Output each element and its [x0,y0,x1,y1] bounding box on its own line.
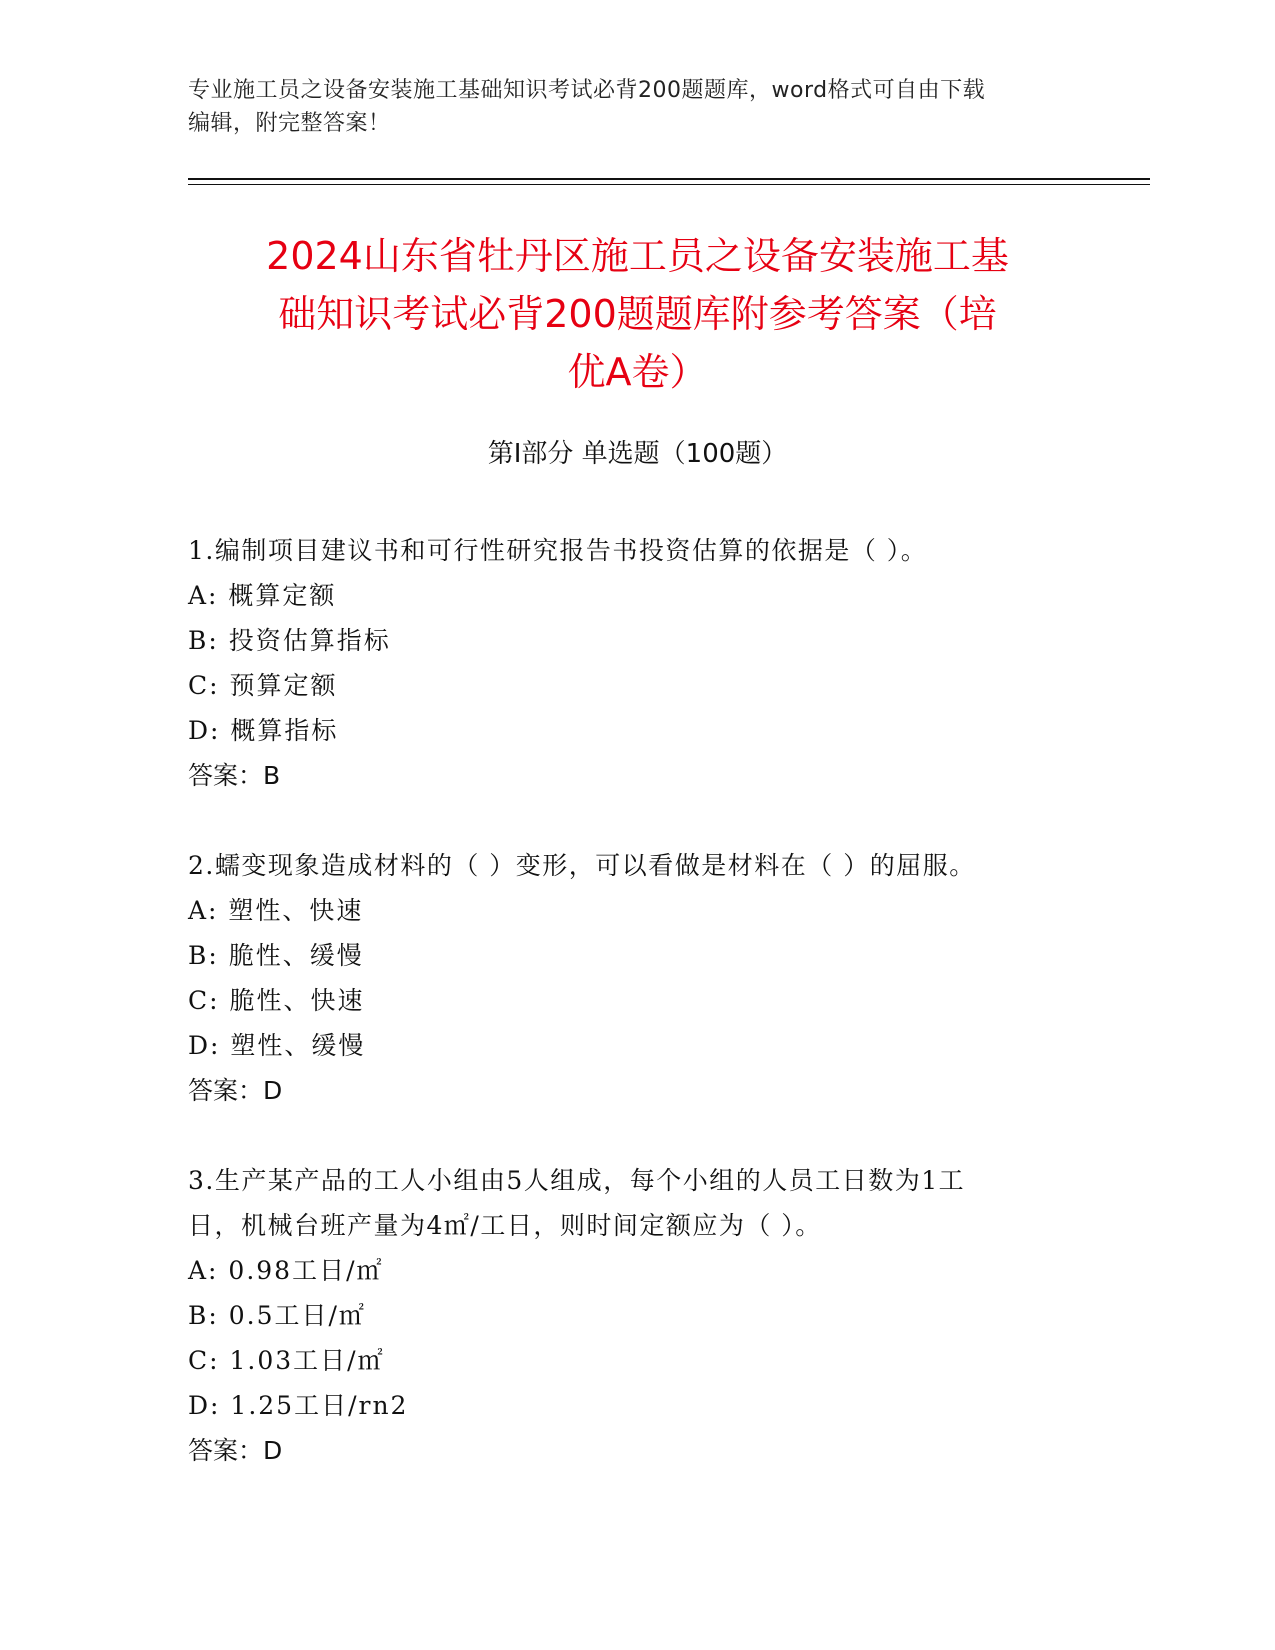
header-rule-thin [188,184,1150,185]
question-2 [188,843,1068,1113]
answer: 答案：D [188,1076,283,1105]
header-rule-thick [188,178,1150,180]
question-stem-line-2: 日，机械台班产量为4㎡/工日，则时间定额应为（ ）。 [188,1211,822,1240]
option-b: B: 投资估算指标 [188,626,391,655]
option-a: A: 0.98工日/㎡ [188,1256,384,1285]
option-d: D: 1.25工日/rn2 [188,1391,409,1420]
question-list [188,528,1068,1473]
question-3 [188,1158,1068,1473]
option-b: B: 脆性、缓慢 [188,941,364,970]
document-title-line-2: 础知识考试必背200题题库附参考答案（培 [278,292,997,336]
header-note-line-1: 专业施工员之设备安装施工基础知识考试必背200题题库，word格式可自由下载 [188,78,986,103]
option-c: C: 1.03工日/㎡ [188,1346,385,1375]
option-c: C: 预算定额 [188,671,338,700]
option-a: A: 概算定额 [188,581,337,610]
answer: 答案：B [188,761,281,790]
question-stem: 2.蠕变现象造成材料的（ ）变形，可以看做是材料在（ ）的屈服。 [188,851,976,880]
document-title-line-1: 2024山东省牡丹区施工员之设备安装施工基 [266,234,1009,278]
section-title: 第Ⅰ部分 单选题（100题） [487,439,788,469]
option-b: B: 0.5工日/㎡ [188,1301,366,1330]
question-1 [188,528,1068,798]
document-title-line-3: 优A卷） [567,350,708,394]
header-note-line-2: 编辑，附完整答案！ [188,111,391,136]
question-spacer [188,1113,1068,1158]
option-d: D: 概算指标 [188,716,339,745]
answer: 答案：D [188,1436,283,1465]
option-d: D: 塑性、缓慢 [188,1031,366,1060]
document-title [170,227,1105,401]
question-stem: 1.编制项目建议书和可行性研究报告书投资估算的依据是（ ）。 [188,536,928,565]
header-note [188,74,1078,140]
question-spacer [188,798,1068,843]
option-a: A: 塑性、快速 [188,896,364,925]
question-stem-line-1: 3.生产某产品的工人小组由5人组成，每个小组的人员工日数为1工 [188,1166,966,1195]
option-c: C: 脆性、快速 [188,986,365,1015]
